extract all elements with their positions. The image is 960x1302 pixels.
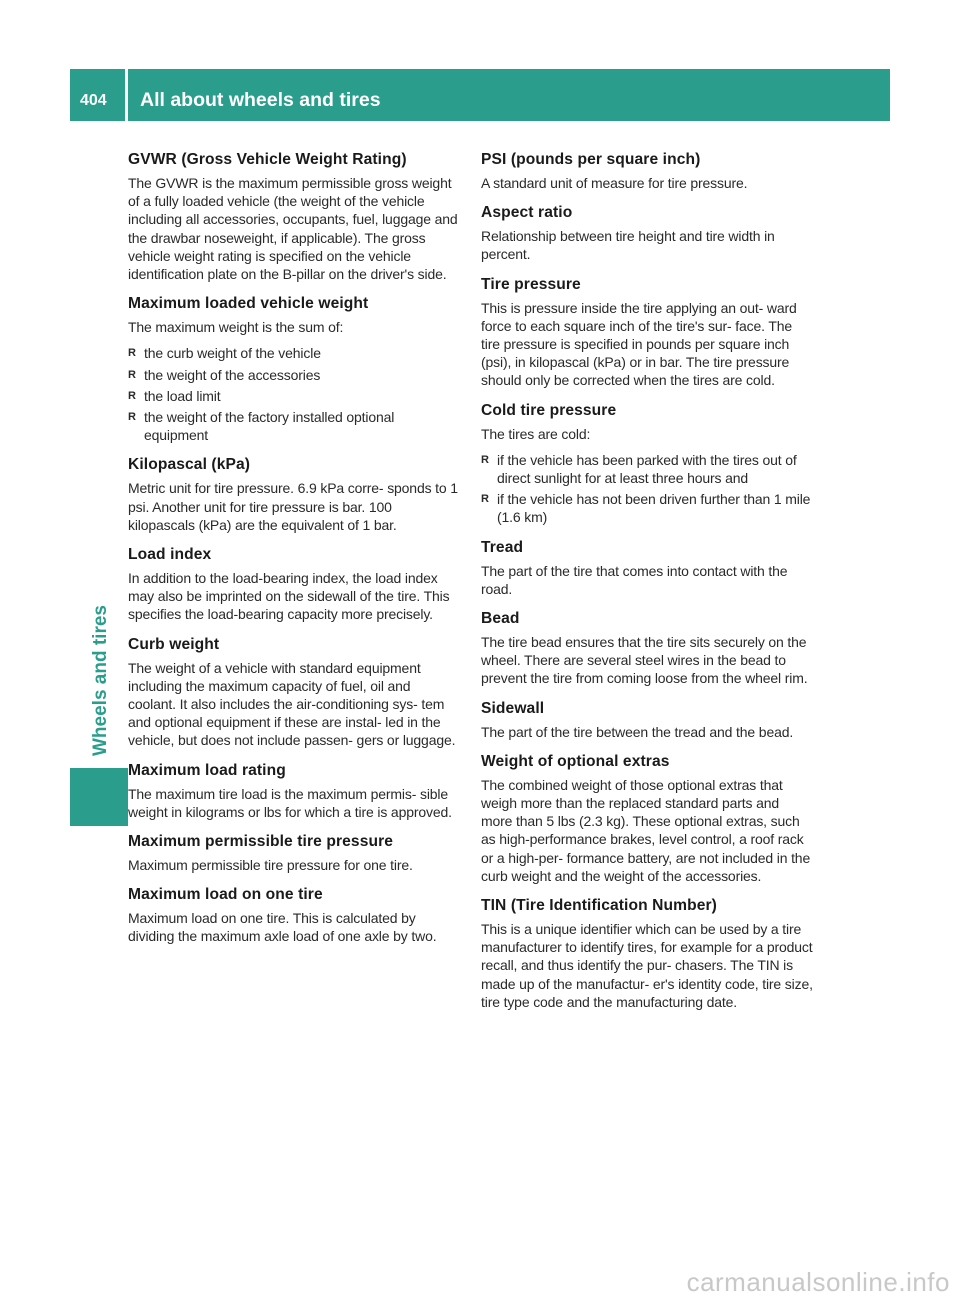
side-chapter-tab [86,556,116,756]
section-tin [481,896,814,1011]
bullet-list [481,451,814,527]
section-heading: Maximum loaded vehicle weight [128,295,369,313]
section-body: Maximum load on one tire. This is calculated by dividing the maximum axle load of one axle by two. [128,910,437,945]
section-body: This is a unique identifier which can be used by a tire manufacturer to identify tires, for example for a product recall, and thus identify the pur- chasers. The TIN is made up of the manufactur- er's identity code, tire size, tire type code and the manufacturing date. [481,921,813,1010]
section-weight-of-optional-extras [481,752,814,885]
section-heading: Maximum permissible tire pressure [128,833,394,851]
bullet-list [128,344,461,444]
page-header [70,69,890,121]
section-maximum-loaded-vehicle-weight [128,294,461,444]
section-heading: Tread [481,538,524,556]
section-body: The part of the tire that comes into contact with the road. [481,562,788,597]
section-body: The tire bead ensures that the tire sits securely on the wheel. There are several steel wires in the bead to prevent the tire from coming loose from the wheel rim. [481,634,808,687]
section-body: In addition to the load-bearing index, the load index may also be imprinted on the sidewall of the tire. This specifies the load-bearing capacity more precisely. [128,570,450,623]
section-heading: GVWR (Gross Vehicle Weight Rating) [128,151,407,168]
section-body: A standard unit of measure for tire pressure. [481,175,748,191]
section-body: This is pressure inside the tire applying an out- ward force to each square inch of the tire's sur- face. The tire pressure is specified in pounds per square inch (psi), in kilopascal (kPa) or in bar. The tire pressure should only be corrected when the tires are cold. [481,299,797,389]
section-heading: Kilopascal (kPa) [128,456,251,474]
list-item: R the weight of the factory installed optional equipment [128,408,461,444]
section-cold-tire-pressure [481,401,814,527]
side-tab-label: Wheels and tires [90,605,111,756]
section-body: The combined weight of those optional extras that weigh more than the replaced standard parts and more than 5 lbs (2.3 kg). These optional extras, such as high-performance brakes, level control, a roof rack or a high-per- formance battery, are not included in the curb weight and the weight of the accessories. [481,776,811,884]
section-maximum-permissible-tire-pressure [128,832,461,874]
list-item: R the curb weight of the vehicle [128,344,461,362]
section-maximum-load-on-one-tire [128,885,461,945]
section-heading: TIN (Tire Identification Number) [481,897,717,915]
list-item: R the weight of the accessories [128,366,461,384]
section-tire-pressure [481,275,814,390]
page-number: 404 [80,92,107,109]
section-heading: Bead [481,610,520,628]
section-body: The tires are cold: [481,425,591,442]
section-heading: Load index [128,546,212,564]
section-body: Maximum permissible tire pressure for one tire. [128,857,413,874]
section-body: The maximum weight is the sum of: [128,319,344,336]
section-heading: Maximum load on one tire [128,886,323,904]
section-heading: Maximum load rating [128,761,286,779]
list-item: R if the vehicle has not been driven further than 1 mile (1.6 km) [481,490,814,526]
section-maximum-load-rating [128,761,461,821]
section-body: The part of the tire between the tread and the bead. [481,723,794,740]
page-title: All about wheels and tires [140,89,381,111]
section-heading: PSI (pounds per square inch) [481,151,701,168]
section-heading: Tire pressure [481,275,581,293]
section-body: The maximum tire load is the maximum permis- sible weight in kilograms or lbs for which a tire is approved. [128,785,452,820]
list-item: R the load limit [128,387,461,405]
section-gvwr [128,150,461,283]
section-body: The weight of a vehicle with standard equipment including the maximum capacity of fuel, oil and coolant. It also includes the air-conditioning sys- tem and optional equipment if these are instal- led in the vehicle, but does not include passen- gers or luggage. [128,659,456,749]
section-heading: Sidewall [481,699,545,717]
section-psi [481,150,814,192]
section-heading: Cold tire pressure [481,401,617,419]
section-kilopascal [128,455,461,534]
section-aspect-ratio [481,203,814,263]
section-heading: Weight of optional extras [481,752,670,770]
section-body: Relationship between tire height and tire width in percent. [481,228,775,263]
section-bead [481,609,814,688]
list-item: R if the vehicle has been parked with the tires out of direct sunlight for at least three hours and [481,451,814,487]
left-column [128,150,461,957]
header-divider [125,69,128,121]
right-column [481,150,814,1022]
section-body: Metric unit for tire pressure. 6.9 kPa corre- sponds to 1 psi. Another unit for tire pressure is bar. 100 kilopascals (kPa) are the equivalent of 1 bar. [128,480,458,533]
section-tread [481,538,814,598]
section-load-index [128,545,461,624]
section-curb-weight [128,635,461,750]
watermark: carmanualsonline.info [686,1267,950,1297]
section-heading: Aspect ratio [481,204,573,222]
section-heading: Curb weight [128,635,220,653]
section-sidewall [481,699,814,741]
section-body: The GVWR is the maximum permissible gross weight of a fully loaded vehicle (the weight of the vehicle including all accessories, occupants, fuel, luggage and the drawbar noseweight, if applicable). The gross vehicle weight rating is specified on the vehicle identification plate on the B-pillar on the driver's side. [128,175,458,283]
side-chapter-marker [70,768,128,826]
